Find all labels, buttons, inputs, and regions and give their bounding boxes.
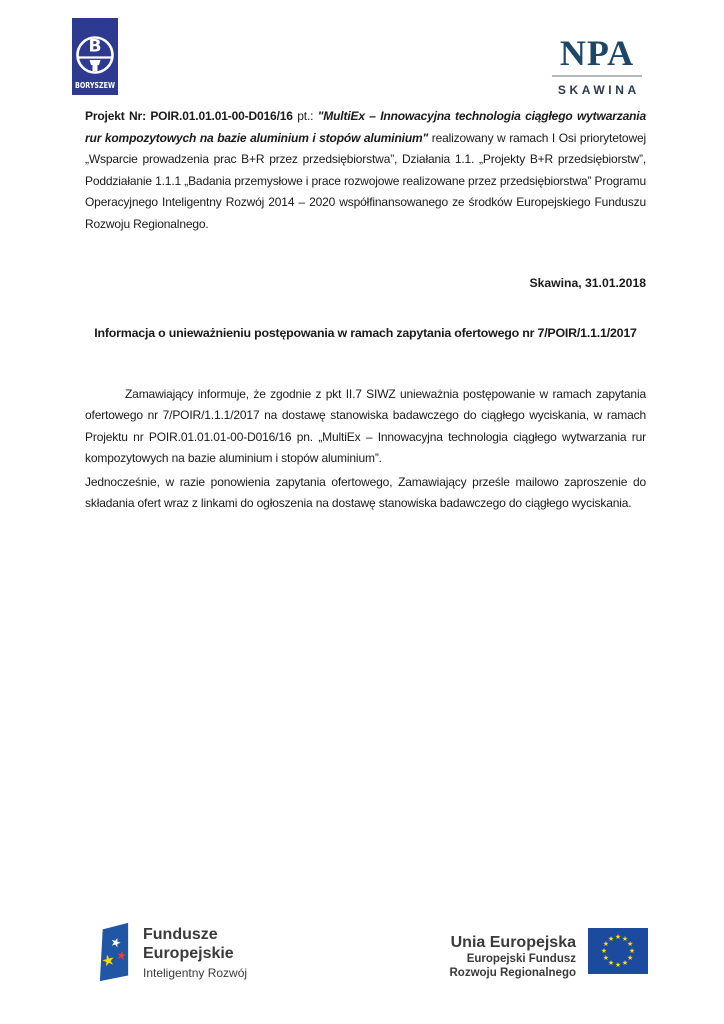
unia-europejska-text [450, 928, 577, 980]
eu-label-line2: Europejski Fundusz [466, 953, 576, 965]
eu-flag-star-icon: ★ [621, 959, 629, 968]
npa-divider-line [552, 75, 642, 77]
project-intro-pt: pt.: [292, 109, 318, 123]
project-intro-rest: realizowany w ramach I Osi priorytetowej „Wsparcie prowadzenia prac B+R przez przedsiębiorstwa”, Działania 1.1. „Projekty B+R przedsiębiorstw”, Poddziałanie 1.1.1 „Badania przemysłowe i prace rozwojowe realizowane przez przedsiębiorstwa” Programu Operacyjnego Inteligentny Rozwój 2014 – 2020 współfinansowanego ze środków Europejskiego Funduszu Rozwoju Regionalnego. [85, 130, 646, 231]
fe-star-white-icon: ★ [108, 934, 124, 951]
unia-europejska-logo [450, 928, 649, 980]
eu-flag-star-icon: ★ [607, 959, 615, 968]
fe-star-yellow-icon: ★ [99, 950, 118, 971]
project-intro-paragraph [85, 106, 646, 235]
eu-flag-star-icon: ★ [628, 947, 636, 955]
eu-label-line3: Rozwoju Regionalnego [449, 967, 576, 979]
eu-flag-star-icon: ★ [602, 940, 610, 948]
eu-flag-star-icon: ★ [600, 947, 608, 955]
eu-flag-star-icon: ★ [614, 933, 622, 941]
project-title: "MultiEx – Innowacyjna technologia ciągłego wytwarzania rur kompozytowych na bazie aluminium i stopów aluminium" [85, 109, 646, 145]
body-paragraph-2: Jednocześnie, w razie ponowienia zapytania ofertowego, Zamawiający prześle mailowo zaproszenie do składania ofert wraz z linkami do ogłoszenia na dostawę stanowiska badawczego do ciągłego wyciskania. [85, 475, 646, 511]
fundusze-europejskie-logo [98, 921, 247, 983]
fundusze-europejskie-text [143, 925, 247, 980]
boryszew-logo-icon [72, 18, 118, 95]
eu-label-line1: Unia Europejska [450, 934, 576, 951]
dateline: Skawina, 31.01.2018 [529, 276, 646, 290]
eu-flag-star-icon: ★ [607, 934, 615, 943]
eu-flag-star-icon: ★ [626, 954, 634, 962]
npa-wordmark: NPA [559, 33, 635, 73]
eu-flag-star-icon: ★ [602, 954, 610, 962]
eu-flag-icon [588, 928, 648, 974]
boryszew-monogram: B [88, 36, 102, 57]
eu-flag-star-icon: ★ [621, 934, 629, 943]
fe-label-line2: Europejskie [143, 944, 234, 962]
eu-flag-star-icon: ★ [626, 940, 634, 948]
fe-star-red-icon: ★ [115, 948, 128, 964]
eu-flag-star-icon: ★ [614, 961, 622, 969]
fundusze-europejskie-flag-icon [98, 921, 130, 983]
body-paragraph-1: Zamawiający informuje, że zgodnie z pkt II.7 SIWZ unieważnia postępowanie w ramach zapytania ofertowego nr 7/POIR/1.1.1/2017 na dostawę stanowiska badawczego do ciągłego wyciskania, w ramach Projektu nr POIR.01.01.01-00-D016/16 pn. „MultiEx – Innowacyjna technologia ciągłego wytwarzania rur kompozytowych na bazie aluminium i stopów aluminium”. [85, 387, 646, 465]
fe-label-line1: Fundusze [143, 925, 218, 943]
fe-label-line3: Inteligentny Rozwój [143, 965, 248, 980]
boryszew-wordmark: BORYSZEW [75, 81, 116, 90]
npa-subtitle: SKAWINA [557, 83, 640, 97]
npa-skawina-logo [551, 34, 643, 97]
project-number: Projekt Nr: POIR.01.01.01-00-D016/16 [85, 109, 293, 123]
boryszew-logo [72, 18, 118, 95]
letter-heading: Informacja o unieważnieniu postępowania w ramach zapytania ofertowego nr 7/POIR/1.1.1/2017 [94, 326, 637, 340]
